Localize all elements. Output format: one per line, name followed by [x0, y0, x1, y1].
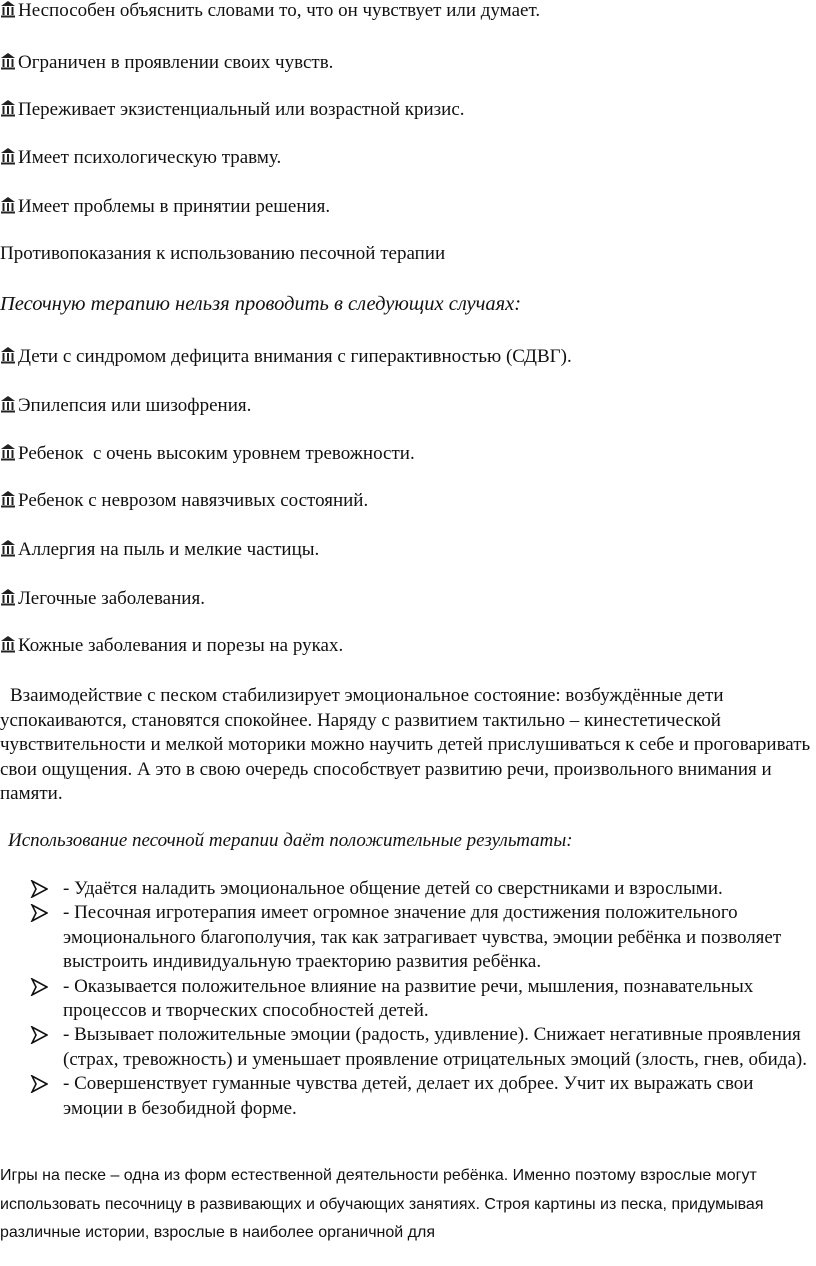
arrowhead-bullet-icon	[30, 978, 48, 996]
indication-item	[0, 52, 333, 74]
contraindication-item	[0, 635, 343, 657]
results-list-item	[30, 975, 814, 1024]
temple-bullet-icon	[0, 0, 16, 18]
indication-text: Неспособен объяснить словами то, что он чувствует или думает.	[18, 0, 541, 21]
contraindication-item	[0, 539, 319, 561]
arrowhead-bullet-icon	[30, 1075, 48, 1093]
interaction-paragraph-text: Взаимодействие с песком стабилизирует эмоциональное состояние: возбуждённые дети успокаиваются, становятся спокойнее. Наряду с развитием тактильно – кинестетической чувствительности и мелкой моторики можно научить детей прислушиваться к себе и проговаривать свои ощущения. А это в свою очередь способствует развитию речи, произвольного внимания и памяти.	[0, 685, 811, 804]
temple-bullet-icon	[0, 539, 16, 557]
contraindication-text: Ребенок с очень высоким уровнем тревожности.	[18, 443, 415, 464]
results-title: Использование песочной терапии даёт положительные результаты:	[8, 830, 573, 851]
temple-bullet-icon	[0, 395, 16, 413]
results-item-text: - Песочная игротерапия имеет огромное значение для достижения положительного эмоционального благополучия, так как затрагивает чувства, эмоции ребёнка и позволяет выстроить индивидуальную траекторию развития ребёнка.	[63, 902, 782, 973]
contraindication-item	[0, 443, 415, 465]
contraindications-title: Противопоказания к использованию песочной терапии	[0, 243, 446, 264]
contraindication-text: Ребенок с неврозом навязчивых состояний.	[18, 490, 369, 511]
temple-bullet-icon	[0, 346, 16, 364]
indication-item	[0, 147, 281, 169]
contraindication-item	[0, 490, 368, 512]
indication-item	[0, 0, 540, 22]
results-item-text: - Оказывается положительное влияние на развитие речи, мышления, познавательных процессов и творческих способностей детей.	[63, 975, 754, 1022]
results-item-text: - Вызывает положительные эмоции (радость, удивление). Снижает негативные проявления (страх, тревожность) и уменьшает проявление отрицательных эмоций (злость, гнев, обида).	[63, 1024, 807, 1070]
contraindications-subtitle: Песочную терапию нельзя проводить в следующих случаях:	[0, 293, 522, 315]
indication-item	[0, 196, 330, 218]
contraindication-text: Эпилепсия или шизофрения.	[18, 395, 252, 416]
contraindication-item	[0, 395, 251, 417]
indication-item	[0, 99, 465, 121]
indication-text: Переживает экзистенциальный или возрастной кризис.	[18, 99, 465, 120]
results-list-item	[30, 1023, 814, 1072]
arrowhead-bullet-icon	[30, 1026, 48, 1044]
temple-bullet-icon	[0, 588, 16, 606]
indication-text: Имеет проблемы в принятии решения.	[18, 196, 331, 217]
temple-bullet-icon	[0, 196, 16, 214]
results-list-item	[30, 877, 814, 901]
temple-bullet-icon	[0, 490, 16, 508]
temple-bullet-icon	[0, 147, 16, 165]
contraindication-text: Легочные заболевания.	[18, 588, 205, 609]
contraindication-item	[0, 588, 205, 610]
contraindication-text: Дети с синдромом дефицита внимания с гиперактивностью (СДВГ).	[18, 346, 572, 367]
results-list-item	[30, 901, 814, 974]
results-list-item	[30, 1072, 814, 1121]
temple-bullet-icon	[0, 635, 16, 653]
indication-text: Имеет психологическую травму.	[18, 147, 282, 168]
arrowhead-bullet-icon	[30, 880, 48, 898]
contraindication-text: Кожные заболевания и порезы на руках.	[18, 635, 344, 656]
results-item-text: - Совершенствует гуманные чувства детей, делает их добрее. Учит их выражать свои эмоции в безобидной форме.	[63, 1073, 754, 1119]
temple-bullet-icon	[0, 99, 16, 117]
contraindication-item	[0, 346, 572, 368]
games-paragraph: Игры на песке – одна из форм естественной деятельности ребёнка. Именно поэтому взрослые могут использовать песочницу в развивающих и обучающих занятиях. Строя картины из песка, придумывая различные истории, взрослые в наиболее органичной для	[0, 1167, 764, 1241]
interaction-paragraph	[0, 684, 812, 807]
results-item-text: - Удаётся наладить эмоциональное общение детей со сверстниками и взрослыми.	[63, 878, 723, 899]
results-list	[30, 877, 814, 1121]
arrowhead-bullet-icon	[30, 904, 48, 922]
indication-text: Ограничен в проявлении своих чувств.	[18, 52, 334, 73]
temple-bullet-icon	[0, 443, 16, 461]
temple-bullet-icon	[0, 52, 16, 70]
contraindication-text: Аллергия на пыль и мелкие частицы.	[18, 539, 320, 560]
